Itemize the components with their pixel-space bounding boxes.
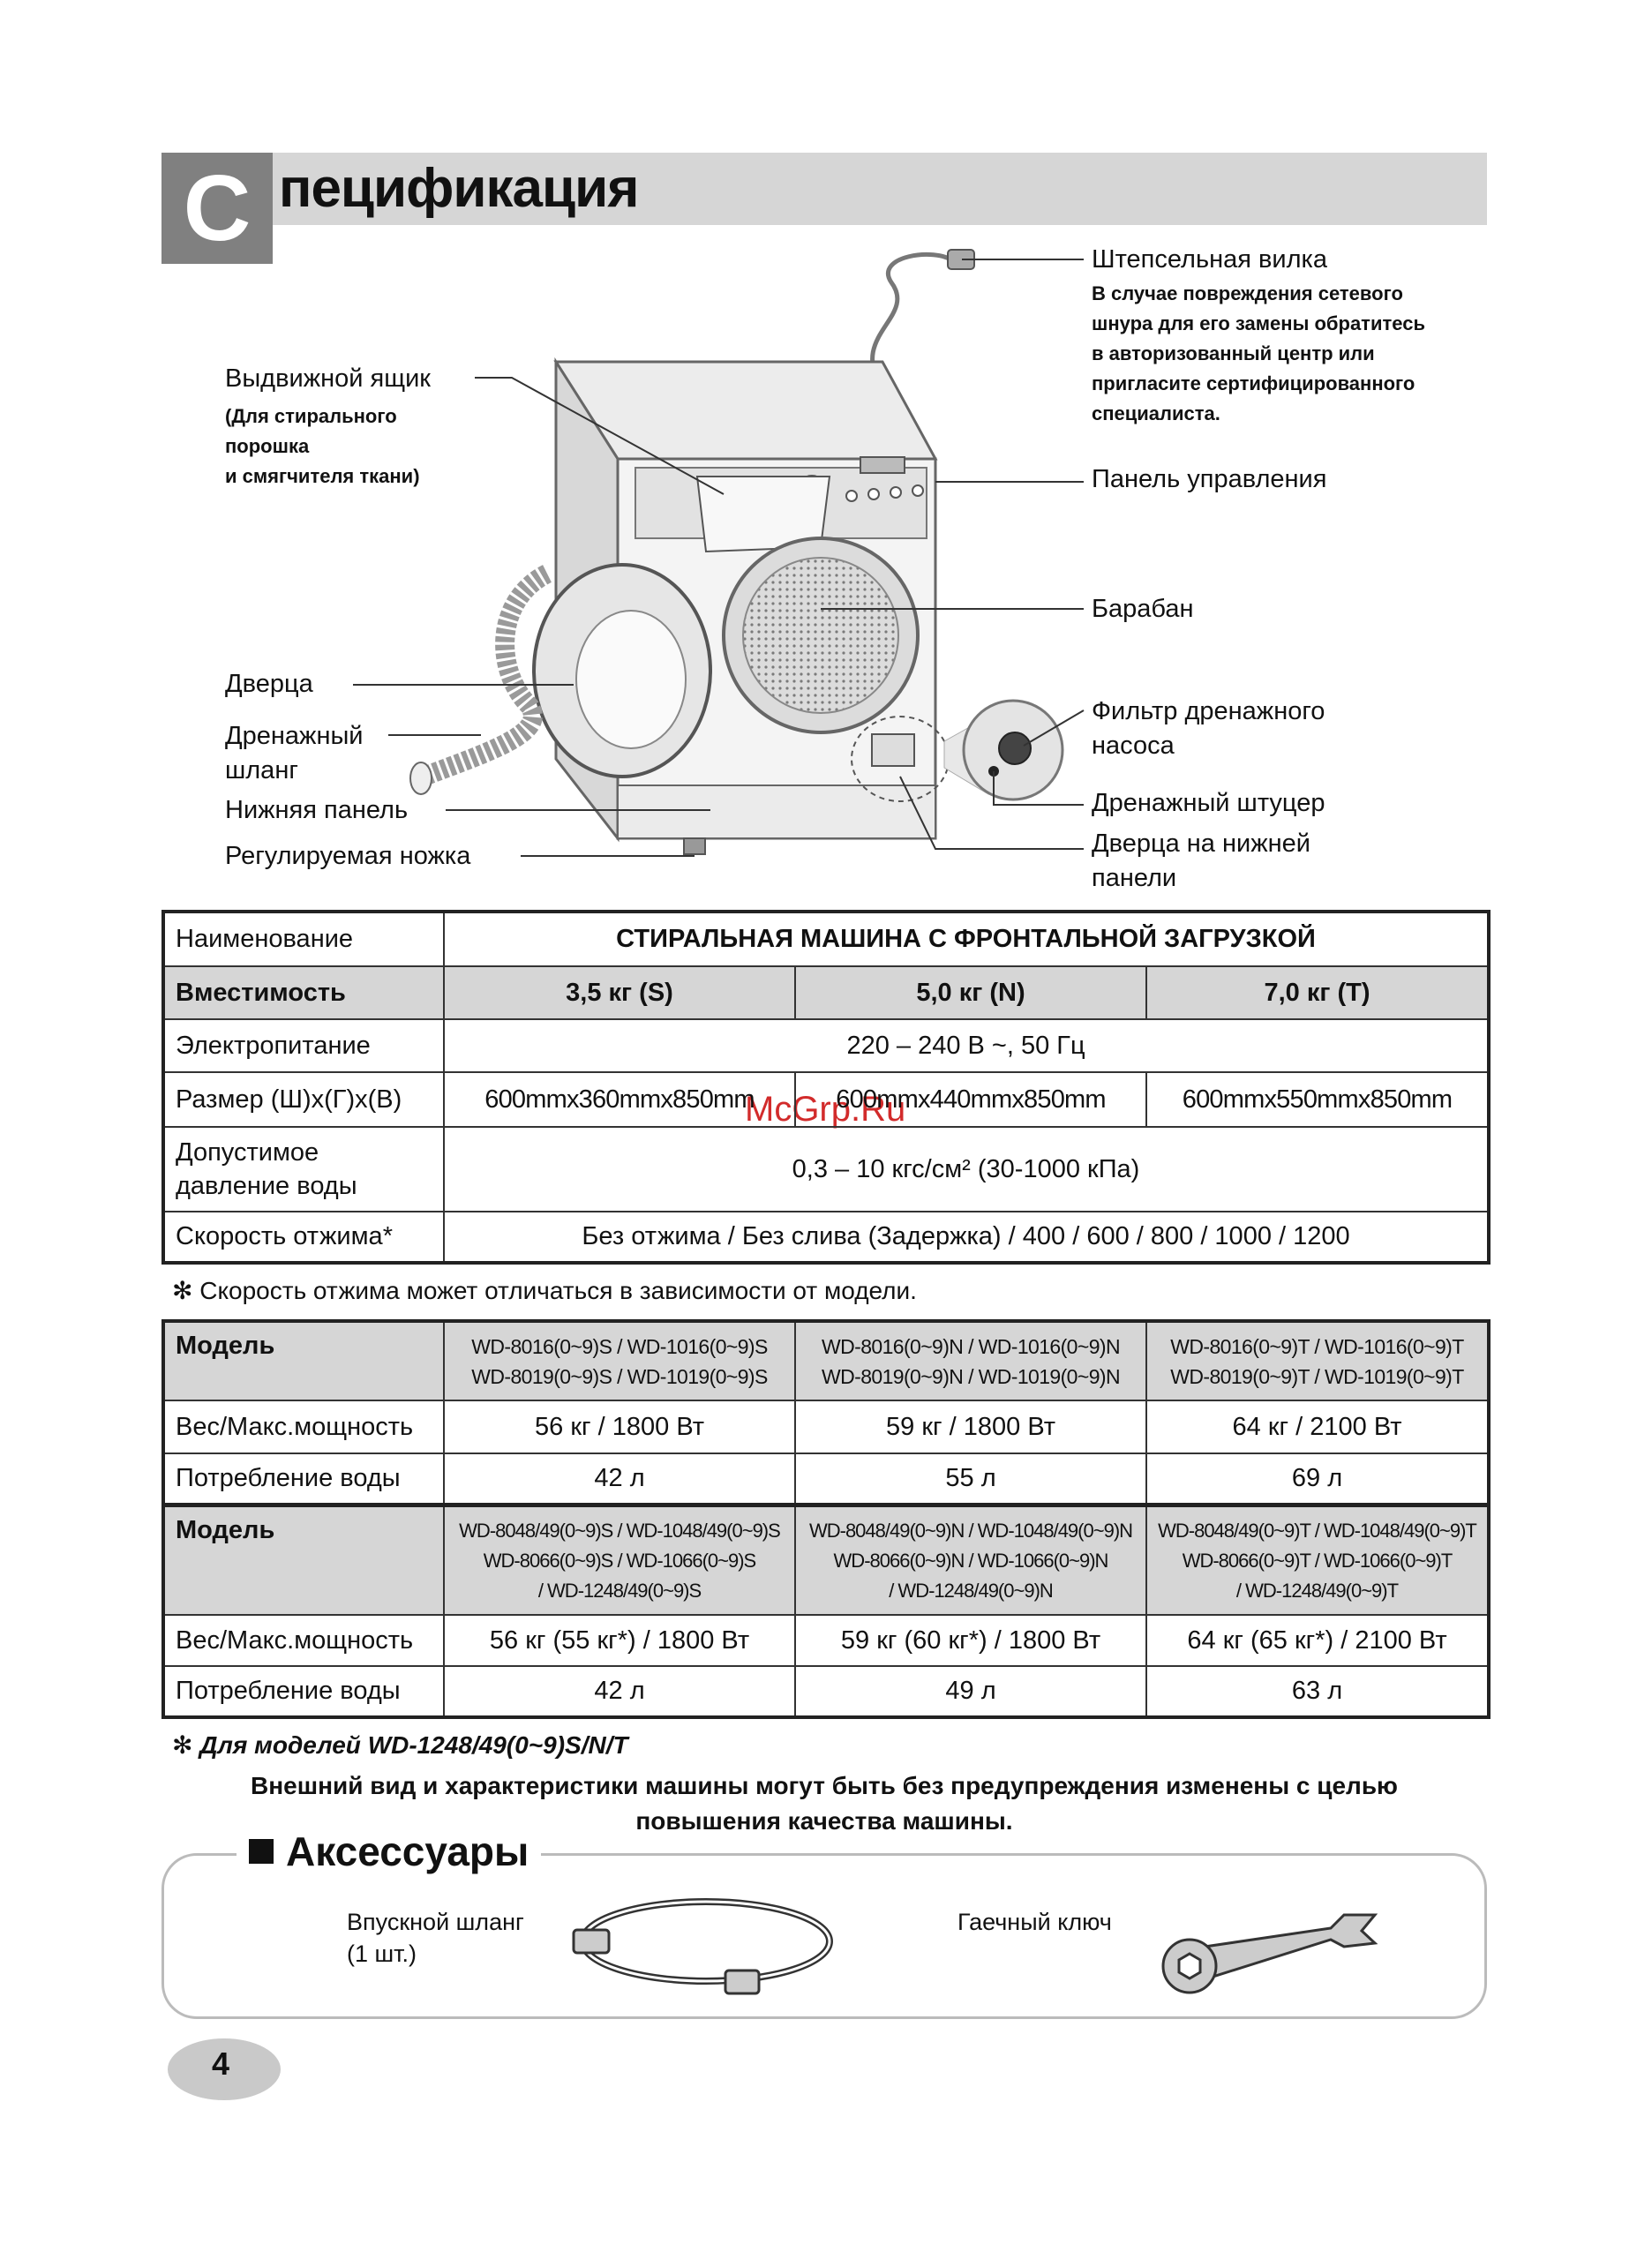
wrench-label: Гаечный ключ	[957, 1909, 1112, 1935]
label-drain-plug: Дренажный штуцер	[1092, 789, 1325, 817]
table-row	[163, 912, 1489, 966]
model-list: WD-8048/49(0~9)N / WD-1048/49(0~9)N WD-8066(0~9)N / WD-1066(0~9)N / WD-1248/49(0~9)N	[795, 1505, 1146, 1615]
square-bullet-icon	[249, 1839, 274, 1864]
weight-value: 59 кг (60 кг*) / 1800 Вт	[795, 1615, 1146, 1666]
accessories-title: Аксессуары	[286, 1828, 529, 1874]
spec-label: Допустимое давление воды	[163, 1127, 444, 1212]
spec-label: Размер (Ш)х(Г)х(В)	[163, 1072, 444, 1127]
spec-value: 600mmx440mmx850mm	[795, 1072, 1146, 1127]
label-lower-door: Дверца на нижней панели	[1092, 829, 1310, 892]
table-row	[163, 1019, 1489, 1072]
table-row	[163, 1127, 1489, 1212]
drain-hose-shape	[424, 574, 547, 777]
model-list: WD-8016(0~9)N / WD-1016(0~9)N WD-8019(0~9)N / WD-1019(0~9)N	[795, 1321, 1146, 1400]
page-title: пецификация	[279, 158, 639, 219]
model-label: Модель	[163, 1505, 444, 1615]
table-row	[163, 1505, 1489, 1615]
lower-panel-shape	[618, 785, 935, 838]
water-value: 69 л	[1146, 1453, 1489, 1505]
adjustable-leg-shape	[684, 838, 705, 854]
model-list: WD-8016(0~9)S / WD-1016(0~9)S WD-8019(0~9)S / WD-1019(0~9)S	[444, 1321, 795, 1400]
label-lower-panel: Нижняя панель	[225, 796, 409, 824]
button-icon	[868, 489, 879, 499]
label-leg: Регулируемая ножка	[225, 842, 471, 870]
model-list: WD-8048/49(0~9)S / WD-1048/49(0~9)S WD-8066(0~9)S / WD-1066(0~9)S / WD-1248/49(0~9)S	[444, 1505, 795, 1615]
spin-speed-note: ✻ Скорость отжима может отличаться в зависимости от модели.	[172, 1277, 917, 1304]
disclaimer: Внешний вид и характеристики машины могут быть без предупреждения изменены с целью повышения качества машины.	[251, 1772, 1398, 1835]
models-footnote: ✻ Для моделей WD-1248/49(0~9)S/N/T	[172, 1731, 628, 1759]
water-value: 42 л	[444, 1453, 795, 1505]
drum-icon	[743, 558, 898, 713]
table-row	[163, 966, 1489, 1019]
water-value: 49 л	[795, 1666, 1146, 1717]
water-value: 42 л	[444, 1666, 795, 1717]
display-icon	[860, 457, 905, 473]
weight-value: 64 кг / 2100 Вт	[1146, 1400, 1489, 1453]
label-drawer-note: (Для стирального порошка и смягчителя ткани)	[225, 405, 420, 487]
spec-value: СТИРАЛЬНАЯ МАШИНА С ФРОНТАЛЬНОЙ ЗАГРУЗКОЙ	[444, 912, 1489, 966]
spec-value: 220 – 240 В ~, 50 Гц	[444, 1019, 1489, 1072]
weight-label: Вес/Макс.мощность	[163, 1400, 444, 1453]
model-list: WD-8016(0~9)T / WD-1016(0~9)T WD-8019(0~9)T / WD-1019(0~9)T	[1146, 1321, 1489, 1400]
inlet-hose-label: Впускной шланг (1 шт.)	[347, 1909, 524, 1967]
model-label: Модель	[163, 1321, 444, 1400]
water-value: 63 л	[1146, 1666, 1489, 1717]
filter-icon	[999, 732, 1031, 764]
button-icon	[890, 487, 901, 498]
door-glass	[576, 611, 686, 748]
spec-label: Наименование	[163, 912, 444, 966]
accessories-heading	[237, 1825, 541, 1878]
spec-label: Скорость отжима*	[163, 1212, 444, 1263]
spec-value: 600mmx360mmx850mm	[444, 1072, 795, 1127]
water-label: Потребление воды	[163, 1666, 444, 1717]
spec-value: 3,5 кг (S)	[444, 966, 795, 1019]
watermark: McGrp.Ru	[745, 1090, 906, 1129]
models-table-2	[161, 1504, 1491, 1719]
button-icon	[912, 485, 923, 496]
header-initial-letter: С	[183, 156, 252, 260]
spec-table	[161, 910, 1491, 1265]
table-row	[163, 1072, 1489, 1127]
models-table-1	[161, 1319, 1491, 1506]
button-icon	[846, 491, 857, 501]
spec-label: Электропитание	[163, 1019, 444, 1072]
label-plug-note: В случае повреждения сетевого шнура для его замены обратитесь в авторизованный центр или пригласите сертифицированного специалиста.	[1092, 282, 1425, 424]
model-list: WD-8048/49(0~9)T / WD-1048/49(0~9)T WD-8066(0~9)T / WD-1066(0~9)T / WD-1248/49(0~9)T	[1146, 1505, 1489, 1615]
inlet-hose-icon	[547, 1884, 838, 2008]
label-drum: Барабан	[1092, 595, 1194, 623]
weight-label: Вес/Макс.мощность	[163, 1615, 444, 1666]
table-row	[163, 1321, 1489, 1400]
label-drain-hose: Дренажный шланг	[225, 722, 364, 784]
table-row	[163, 1615, 1489, 1666]
spec-value: 0,3 – 10 кгс/см² (30-1000 кПа)	[444, 1127, 1489, 1212]
label-control-panel: Панель управления	[1092, 465, 1327, 493]
spec-value: 7,0 кг (T)	[1146, 966, 1489, 1019]
table-row	[163, 1666, 1489, 1717]
water-label: Потребление воды	[163, 1453, 444, 1505]
weight-value: 56 кг (55 кг*) / 1800 Вт	[444, 1615, 795, 1666]
weight-value: 64 кг (65 кг*) / 2100 Вт	[1146, 1615, 1489, 1666]
table-row	[163, 1212, 1489, 1263]
wrench-icon	[1154, 1897, 1393, 1994]
label-door: Дверца	[225, 670, 313, 698]
weight-value: 56 кг / 1800 Вт	[444, 1400, 795, 1453]
lower-door-shape	[872, 734, 914, 766]
table-row	[163, 1453, 1489, 1505]
weight-value: 59 кг / 1800 Вт	[795, 1400, 1146, 1453]
spec-value: 5,0 кг (N)	[795, 966, 1146, 1019]
label-drawer: Выдвижной ящик	[225, 364, 431, 393]
machine-top	[556, 362, 935, 459]
label-plug: Штепсельная вилка	[1092, 245, 1327, 274]
spec-value: 600mmx550mmx850mm	[1146, 1072, 1489, 1127]
label-pump-filter: Фильтр дренажного насоса	[1092, 697, 1325, 760]
water-value: 55 л	[795, 1453, 1146, 1505]
spec-value: Без отжима / Без слива (Задержка) / 400 / 600 / 800 / 1000 / 1200	[444, 1212, 1489, 1263]
spec-label: Вместимость	[163, 966, 444, 1019]
page-number: 4	[212, 2046, 230, 2082]
table-row	[163, 1400, 1489, 1453]
